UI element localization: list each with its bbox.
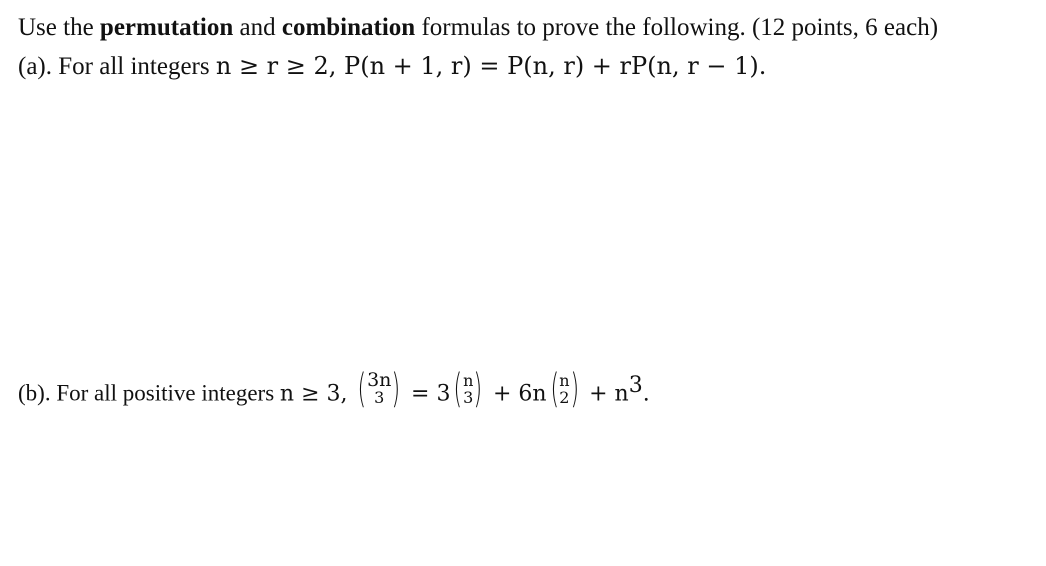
part-b-tail: + n [582, 381, 629, 407]
part-b-end: . [642, 381, 650, 407]
binom2-bottom: 3 [463, 388, 474, 408]
part-b-condition: n ≥ 3, [279, 381, 355, 407]
binom3-top: n [559, 371, 570, 391]
binomial-n-choose-2 [547, 366, 583, 413]
part-b-line [18, 366, 650, 415]
binom-stack [463, 372, 473, 406]
instruction-line [18, 13, 938, 43]
part-b-plus-term: + 6n [485, 381, 547, 407]
instruction-suffix: formulas to prove the following. (12 points, 6 each) [415, 14, 939, 41]
part-a-line [18, 51, 766, 82]
binom1-bottom: 3 [374, 388, 385, 408]
binom-stack [367, 369, 392, 408]
part-b-eq-coef: = 3 [404, 381, 451, 407]
right-paren: ) [391, 366, 401, 413]
part-b-label: (b). For all positive integers [18, 380, 280, 406]
left-paren: ( [453, 366, 463, 413]
right-paren: ) [473, 366, 483, 413]
instruction-mid: and [233, 14, 282, 41]
binomial-n-choose-3 [450, 366, 486, 413]
part-a-formula: n ≥ r ≥ 2, P(n + 1, r) = P(n, r) + rP(n, r − 1). [215, 52, 767, 80]
binom-stack [559, 372, 569, 406]
binom1-top: 3n [367, 369, 392, 392]
left-paren: ( [357, 366, 367, 413]
instruction-prefix: Use the [18, 14, 100, 41]
left-paren: ( [550, 366, 559, 413]
instruction-bold-permutation: permutation [99, 14, 234, 41]
binomial-3n-choose-3 [354, 366, 404, 413]
binom3-bottom: 2 [559, 388, 570, 408]
instruction-bold-combination: combination [281, 14, 416, 41]
right-paren: ) [570, 366, 579, 413]
part-b-tail-exponent: 3 [628, 373, 643, 398]
binom2-top: n [463, 371, 474, 391]
part-a-label: (a). For all integers [18, 53, 216, 80]
